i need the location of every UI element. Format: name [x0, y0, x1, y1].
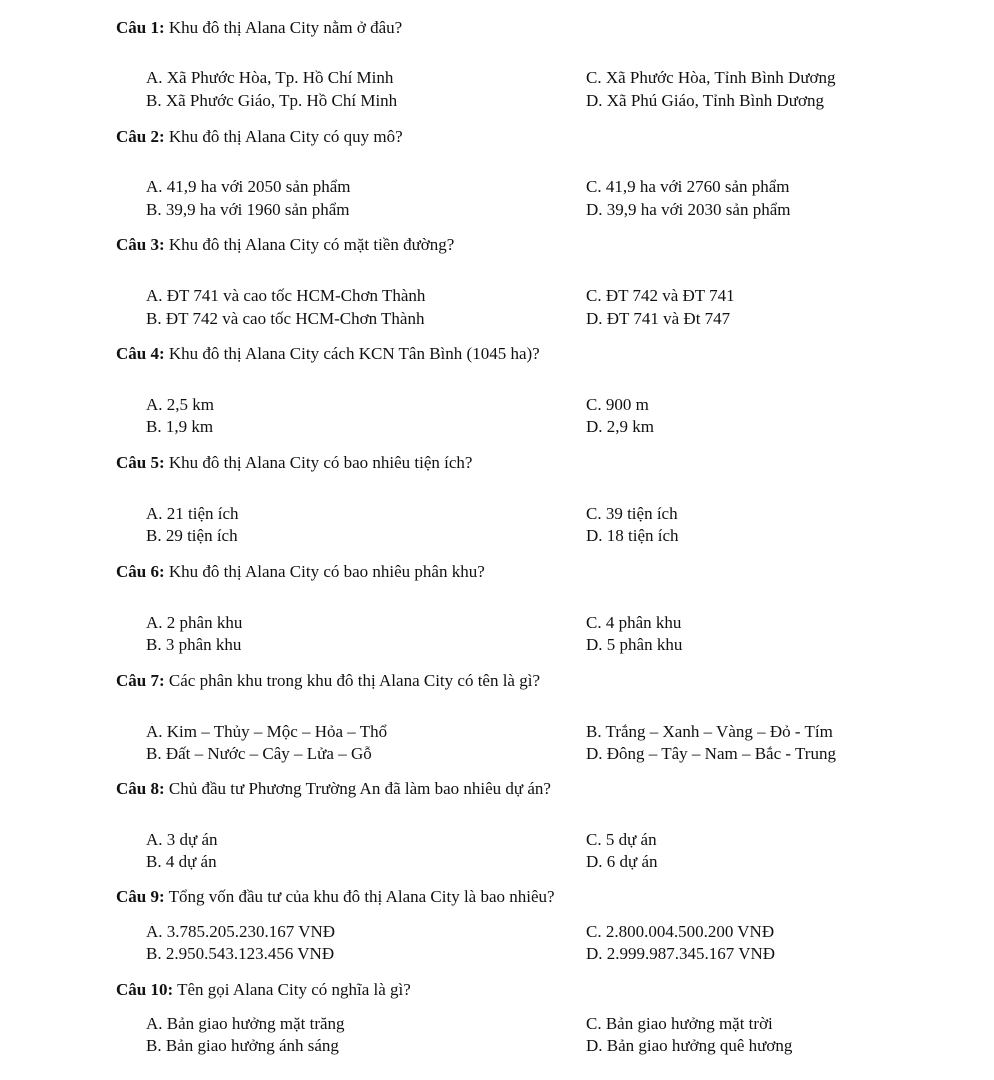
- question-number: Câu 6:: [116, 562, 165, 581]
- option-a: A. ĐT 741 và cao tốc HCM-Chơn Thành: [146, 286, 426, 305]
- option-c: C. Bản giao hưởng mặt trời: [586, 1014, 773, 1033]
- question-text: Khu đô thị Alana City nằm ở đâu?: [168, 18, 403, 37]
- option-b: B. Bản giao hưởng ánh sáng: [146, 1036, 339, 1055]
- question-4-stem: [116, 343, 540, 365]
- option-c: C. 41,9 ha với 2760 sản phẩm: [586, 177, 790, 196]
- option-d: D. 6 dự án: [586, 852, 658, 871]
- question-number: Câu 7:: [116, 671, 165, 690]
- question-text: Khu đô thị Alana City có bao nhiêu tiện ích?: [168, 453, 473, 472]
- option-b: B. Xã Phước Giáo, Tp. Hồ Chí Minh: [146, 91, 398, 110]
- option-a: A. 2,5 km: [146, 395, 214, 414]
- question-text: Khu đô thị Alana City có bao nhiêu phân khu?: [168, 562, 485, 581]
- option-b: B. 2.950.543.123.456 VNĐ: [146, 944, 335, 963]
- question-number: Câu 5:: [116, 453, 165, 472]
- option-c: C. Xã Phước Hòa, Tỉnh Bình Dương: [586, 68, 836, 87]
- option-d: D. ĐT 741 và Đt 747: [586, 309, 731, 328]
- option-d: D. Đông – Tây – Nam – Bắc - Trung: [586, 744, 836, 763]
- question-5-stem: [116, 452, 472, 474]
- option-d: D. 18 tiện ích: [586, 526, 679, 545]
- option-b: B. 29 tiện ích: [146, 526, 238, 545]
- question-number: Câu 3:: [116, 235, 165, 254]
- option-c: C. 5 dự án: [586, 830, 657, 849]
- option-d: D. 39,9 ha với 2030 sản phẩm: [586, 200, 791, 219]
- option-b: B. Đất – Nước – Cây – Lửa – Gỗ: [146, 744, 372, 763]
- option-a: A. Kim – Thủy – Mộc – Hỏa – Thổ: [146, 722, 388, 741]
- option-d: D. Bản giao hưởng quê hương: [586, 1036, 793, 1055]
- question-number: Câu 8:: [116, 779, 165, 798]
- question-text: Tên gọi Alana City có nghĩa là gì?: [177, 980, 411, 999]
- option-c: C. ĐT 742 và ĐT 741: [586, 286, 735, 305]
- question-6-stem: [116, 561, 485, 583]
- option-a: A. 3.785.205.230.167 VNĐ: [146, 922, 336, 941]
- question-8-stem: [116, 778, 551, 800]
- question-text: Các phân khu trong khu đô thị Alana City có tên là gì?: [168, 671, 541, 690]
- question-text: Chủ đầu tư Phương Trường An đã làm bao nhiêu dự án?: [168, 779, 551, 798]
- option-c: B. Trắng – Xanh – Vàng – Đỏ - Tím: [586, 722, 833, 741]
- option-d: D. 2,9 km: [586, 417, 654, 436]
- question-9-stem: [116, 886, 555, 908]
- option-a: A. 21 tiện ích: [146, 504, 239, 523]
- option-a: A. Xã Phước Hòa, Tp. Hồ Chí Minh: [146, 68, 394, 87]
- question-2-stem: [116, 126, 403, 148]
- option-b: B. 1,9 km: [146, 417, 214, 436]
- question-text: Khu đô thị Alana City có quy mô?: [168, 127, 403, 146]
- question-3-stem: [116, 234, 454, 256]
- option-b: B. 4 dự án: [146, 852, 217, 871]
- option-a: A. 2 phân khu: [146, 613, 243, 632]
- option-a: A. 41,9 ha với 2050 sản phẩm: [146, 177, 351, 196]
- option-b: B. 39,9 ha với 1960 sản phẩm: [146, 200, 350, 219]
- question-number: Câu 1:: [116, 18, 165, 37]
- option-a: A. 3 dự án: [146, 830, 218, 849]
- question-number: Câu 9:: [116, 887, 165, 906]
- option-c: C. 39 tiện ích: [586, 504, 678, 523]
- option-d: D. Xã Phú Giáo, Tỉnh Bình Dương: [586, 91, 824, 110]
- question-text: Khu đô thị Alana City cách KCN Tân Bình (1045 ha)?: [168, 344, 540, 363]
- question-7-stem: [116, 670, 540, 692]
- option-b: B. ĐT 742 và cao tốc HCM-Chơn Thành: [146, 309, 425, 328]
- question-10-stem: [116, 979, 411, 1001]
- option-d: D. 5 phân khu: [586, 635, 683, 654]
- question-number: Câu 4:: [116, 344, 165, 363]
- option-c: C. 4 phân khu: [586, 613, 682, 632]
- question-1-stem: [116, 17, 402, 39]
- option-c: C. 900 m: [586, 395, 649, 414]
- question-number: Câu 2:: [116, 127, 165, 146]
- question-number: Câu 10:: [116, 980, 174, 999]
- question-text: Khu đô thị Alana City có mặt tiền đường?: [168, 235, 455, 254]
- option-d: D. 2.999.987.345.167 VNĐ: [586, 944, 776, 963]
- question-text: Tổng vốn đầu tư của khu đô thị Alana City là bao nhiêu?: [168, 887, 555, 906]
- option-c: C. 2.800.004.500.200 VNĐ: [586, 922, 775, 941]
- option-a: A. Bản giao hưởng mặt trăng: [146, 1014, 345, 1033]
- option-b: B. 3 phân khu: [146, 635, 242, 654]
